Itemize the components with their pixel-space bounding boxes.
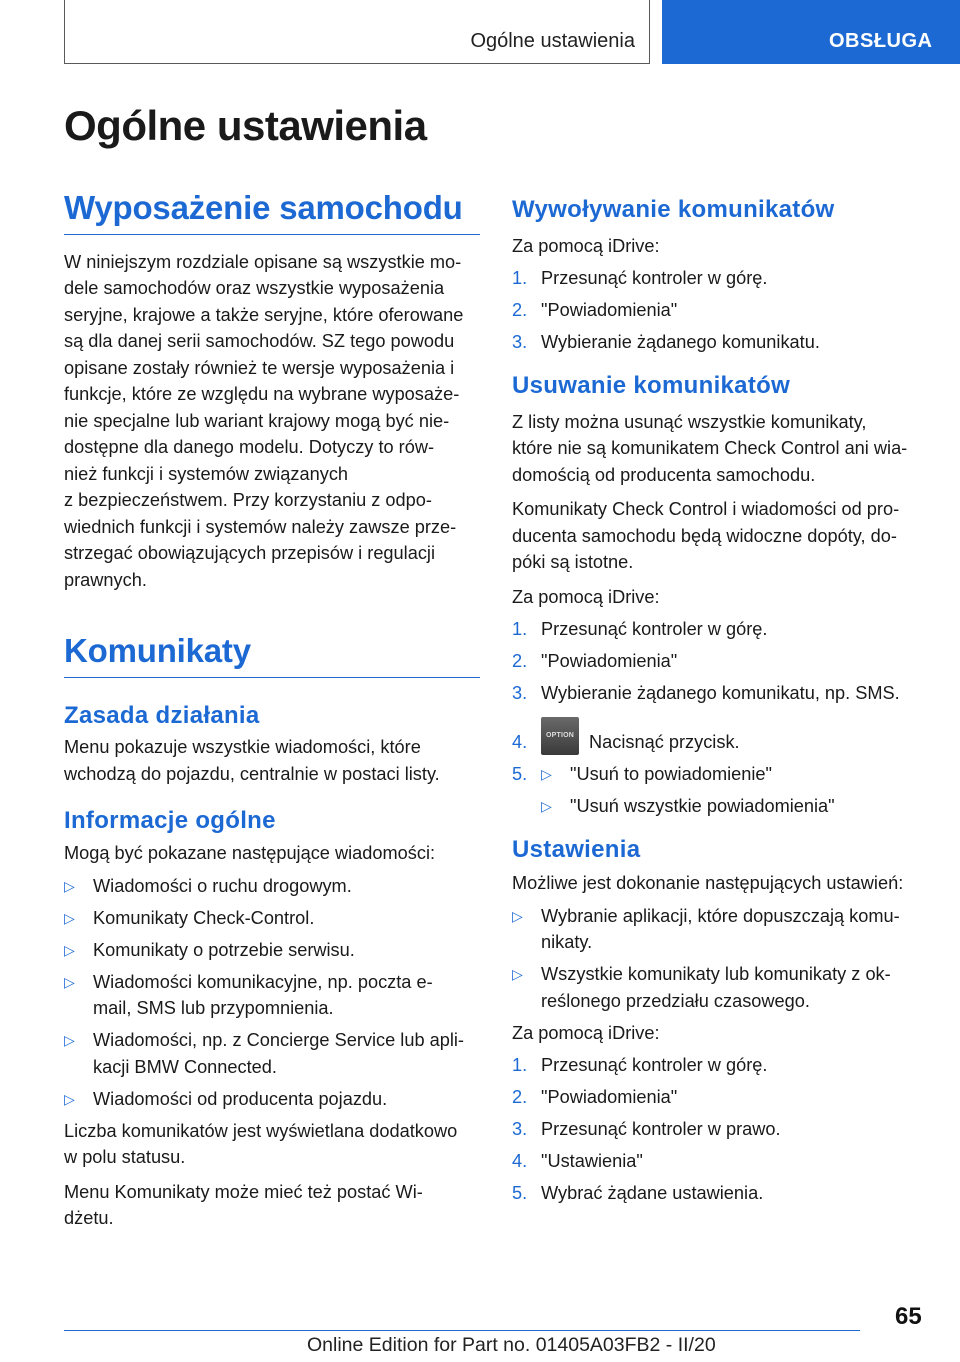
heading-call-messages: Wywoływanie komunikatów bbox=[512, 196, 835, 223]
triangle-bullet-icon: ▷ bbox=[541, 765, 552, 782]
step-item: 3. Wybieranie żądanego komunikatu, np. SMS. bbox=[512, 683, 900, 704]
call-intro: Za pomocą iDrive: bbox=[512, 235, 660, 256]
option-button-icon: OPTION bbox=[541, 717, 579, 755]
step-item: 3. Przesunąć kontroler w prawo. bbox=[512, 1119, 781, 1140]
step-item: 4. OPTION Nacisnąć przycisk. bbox=[512, 729, 928, 756]
left-column bbox=[64, 188, 480, 1232]
list-item: ▷ Komunikaty Check-Control. bbox=[64, 905, 480, 932]
triangle-bullet-icon: ▷ bbox=[64, 1090, 75, 1107]
triangle-bullet-icon: ▷ bbox=[64, 877, 75, 894]
header-section-box bbox=[64, 0, 650, 64]
heading-general-info: Informacje ogólne bbox=[64, 807, 276, 835]
triangle-bullet-icon: ▷ bbox=[64, 973, 75, 990]
heading-delete-messages: Usuwanie komunikatów bbox=[512, 371, 791, 399]
message-types-list bbox=[64, 873, 480, 1113]
right-column bbox=[512, 188, 928, 1212]
triangle-bullet-icon: ▷ bbox=[64, 941, 75, 958]
page-title: Ogólne ustawienia bbox=[64, 102, 427, 149]
step-item: 2. "Powiadomienia" bbox=[512, 1087, 678, 1108]
settings-intro: Możliwe jest dokonanie następujących ustawień: bbox=[512, 873, 904, 894]
list-item: ▷ Wiadomości o ruchu drogowym. bbox=[64, 873, 480, 900]
step-item: 4. "Ustawienia" bbox=[512, 1151, 643, 1172]
header-section-title: Ogólne ustawienia bbox=[470, 30, 635, 52]
step-item: 2. "Powiadomienia" bbox=[512, 300, 678, 321]
header-chapter-tab: OBSŁUGA bbox=[662, 0, 960, 64]
triangle-bullet-icon: ▷ bbox=[541, 798, 552, 815]
sub-option: ▷ "Usuń wszystkie powiadomienia" bbox=[541, 793, 928, 820]
list-item: ▷ Wiadomości komunikacyjne, np. poczta e- mail, SMS lub przypomnienia. bbox=[64, 969, 480, 1022]
heading-messages: Komunikaty bbox=[64, 631, 480, 678]
settings-options-list bbox=[512, 903, 928, 1015]
status-note: Liczba komunikatów jest wyświetlana dodatkowo w polu statusu. bbox=[64, 1120, 458, 1168]
list-item: ▷ Wiadomości, np. z Concierge Service lub apli- kacji BMW Connected. bbox=[64, 1027, 480, 1080]
step-item: 1. Przesunąć kontroler w górę. bbox=[512, 268, 768, 289]
heading-principle: Zasada działania bbox=[64, 701, 260, 729]
general-intro: Mogą być pokazane następujące wiadomości: bbox=[64, 843, 436, 864]
triangle-bullet-icon: ▷ bbox=[64, 1032, 75, 1049]
list-item: ▷ Komunikaty o potrzebie serwisu. bbox=[64, 937, 480, 964]
sub-option: ▷ "Usuń to powiadomienie" bbox=[541, 761, 928, 788]
triangle-bullet-icon: ▷ bbox=[512, 907, 523, 924]
equipment-paragraph: W niniejszym rozdziale opisane są wszystkie mo- dele samochodów oraz wszystkie wyposażenia seryjne, krajowe a także seryjne, które oferowane są dla danej serii samochodów. SZ tego powodu opisane zostały również te wersje wyposażenia i funkcje, które ze względu na wybrane wyposaże- nie specjalne lub wariant krajowy mogą być nie- dostępne dla danego modelu. Dotyczy to rów- nież funkcji i systemów związanych z bezpieczeństwem. Przy korzystaniu z odpo- wiednich funkcji i systemów należy zawsze prze- strzegać obowiązujących przepisów i regulacji prawnych. bbox=[64, 251, 464, 590]
widget-note: Menu Komunikaty może mieć też postać Wi- dżetu. bbox=[64, 1181, 423, 1229]
delete-intro: Za pomocą iDrive: bbox=[512, 586, 660, 607]
step-item: 2. "Powiadomienia" bbox=[512, 651, 678, 672]
heading-equipment: Wyposażenie samochodu bbox=[64, 188, 480, 235]
heading-settings: Ustawienia bbox=[512, 835, 641, 863]
list-item: ▷ Wszystkie komunikaty lub komunikaty z ok- reślonego przedziału czasowego. bbox=[512, 961, 928, 1014]
triangle-bullet-icon: ▷ bbox=[64, 909, 75, 926]
step-item: 1. Przesunąć kontroler w górę. bbox=[512, 1055, 768, 1076]
call-steps bbox=[512, 265, 928, 356]
step-item: 3. Wybieranie żądanego komunikatu. bbox=[512, 332, 820, 353]
settings-steps bbox=[512, 1052, 928, 1207]
list-item: ▷ Wybranie aplikacji, które dopuszczają komu- nikaty. bbox=[512, 903, 928, 956]
delete-paragraph-2: Komunikaty Check Control i wiadomości od pro- ducenta samochodu będą widoczne dopóty, do- póki są istotne. bbox=[512, 499, 900, 573]
page-number: 65 bbox=[895, 1303, 922, 1330]
step-item: 5. ▷ "Usuń to powiadomienie" ▷ "Usuń wszystkie powiadomienia" bbox=[512, 761, 928, 820]
settings-intro-idrive: Za pomocą iDrive: bbox=[512, 1022, 660, 1043]
delete-paragraph-1: Z listy można usunąć wszystkie komunikaty, które nie są komunikatem Check Control ani wia- domością od producenta samochodu. bbox=[512, 411, 908, 485]
delete-steps bbox=[512, 616, 928, 820]
footer-divider bbox=[64, 1330, 860, 1331]
triangle-bullet-icon: ▷ bbox=[512, 966, 523, 983]
list-item: ▷ Wiadomości od producenta pojazdu. bbox=[64, 1086, 480, 1113]
footer-edition: Online Edition for Part no. 01405A03FB2 - II/20 bbox=[307, 1334, 716, 1356]
step-item: 5. Wybrać żądane ustawienia. bbox=[512, 1183, 764, 1204]
step-item: 1. Przesunąć kontroler w górę. bbox=[512, 619, 768, 640]
principle-paragraph: Menu pokazuje wszystkie wiadomości, które wchodzą do pojazdu, centralnie w postaci listy. bbox=[64, 737, 440, 784]
